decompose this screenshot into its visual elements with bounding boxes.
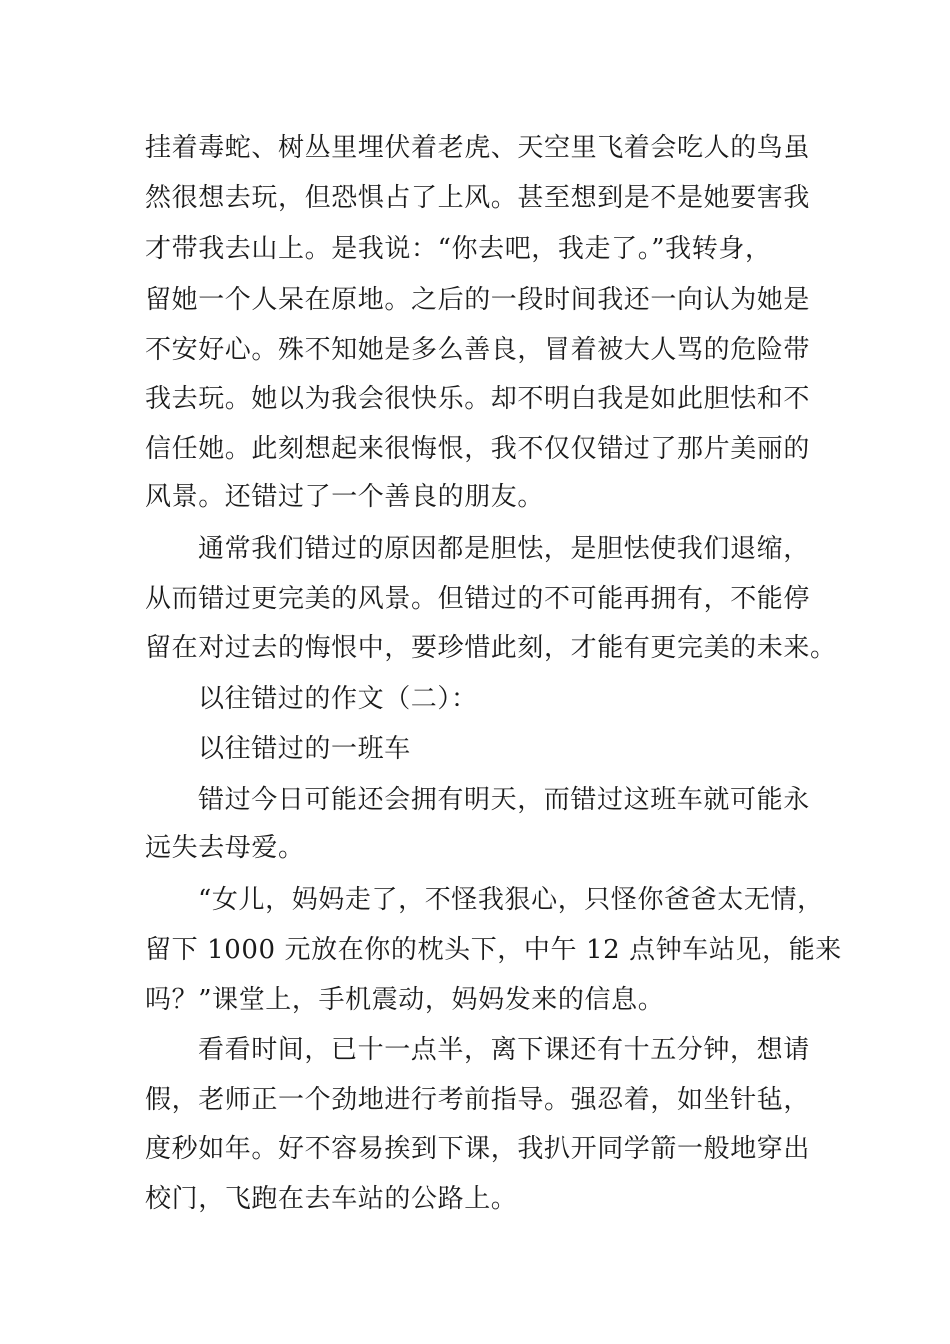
- text-line: 挂着毒蛇、树丛里埋伏着老虎、天空里飞着会吃人的鸟虽: [145, 133, 811, 163]
- text-line: 吗？”课堂上，手机震动，妈妈发来的信息。: [145, 985, 665, 1015]
- text-line: 留下 1000 元放在你的枕头下，中午 12 点钟车站见，能来: [145, 935, 842, 965]
- text-line: 才带我去山上。是我说：“你去吧，我走了。”我转身，: [145, 234, 772, 264]
- text-line: 度秒如年。好不容易挨到下课，我扒开同学箭一般地穿出: [145, 1134, 811, 1164]
- text-line: 假，老师正一个劲地进行考前指导。强忍着，如坐针毡，: [145, 1085, 811, 1115]
- paragraph-start-line: 通常我们错过的原因都是胆怯，是胆怯使我们退缩，: [198, 534, 810, 564]
- paragraph-start-line: 看看时间，已十一点半，离下课还有十五分钟，想请: [198, 1035, 810, 1065]
- text-line: 校门，飞跑在去车站的公路上。: [145, 1184, 518, 1214]
- text-line: 留她一个人呆在原地。之后的一段时间我还一向认为她是: [145, 285, 811, 315]
- essay-title: 以往错过的一班车: [198, 734, 411, 764]
- paragraph-start-line: “女儿，妈妈走了，不怪我狠心，只怪你爸爸太无情，: [198, 885, 824, 915]
- text-line: 不安好心。殊不知她是多么善良，冒着被大人骂的危险带: [145, 335, 811, 365]
- paragraph-start-line: 错过今日可能还会拥有明天，而错过这班车就可能永: [198, 785, 810, 815]
- text-line: 信任她。此刻想起来很悔恨，我不仅仅错过了那片美丽的: [145, 434, 811, 464]
- text-line: 风景。还错过了一个善良的朋友。: [145, 482, 545, 512]
- text-line: 留在对过去的悔恨中，要珍惜此刻，才能有更完美的未来。: [145, 633, 837, 663]
- text-line: 然很想去玩，但恐惧占了上风。甚至想到是不是她要害我: [145, 183, 811, 213]
- text-line: 我去玩。她以为我会很快乐。却不明白我是如此胆怯和不: [145, 384, 811, 414]
- text-line: 从而错过更完美的风景。但错过的不可能再拥有，不能停: [145, 584, 811, 614]
- section-heading: 以往错过的作文（二）：: [198, 684, 478, 714]
- text-line: 远失去母爱。: [145, 833, 305, 863]
